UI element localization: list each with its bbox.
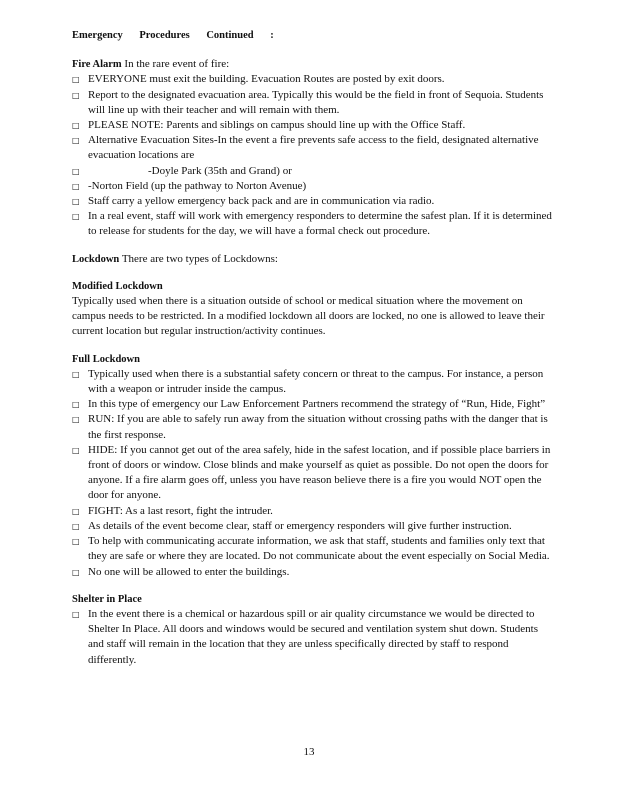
fire-alarm-heading-line [72,57,552,72]
list-item [72,194,552,209]
shelter-in-place-section [72,592,552,668]
list-item-text: FIGHT: As a last resort, fight the intruder. [88,504,273,517]
fire-alarm-section [72,57,552,239]
fire-alarm-list [72,72,552,239]
list-item-text: In the event there is a chemical or hazardous spill or air quality circumstance we would be directed to Shelter In Place. All doors and windows would be secured and ventilation system shut down. Students and staff will remain in the location that they are unless specifically directed by staff to respond differently. [88,607,539,666]
lockdown-intro: There are two types of Lockdowns: [119,252,278,265]
list-item [72,179,552,194]
bullet-icon: □ [72,506,80,516]
list-item-text: In this type of emergency our Law Enforcement Partners recommend the strategy of “Run, Hide, Fight” [88,398,546,411]
lockdown-heading-line [72,252,552,267]
list-item [72,504,552,519]
bullet-icon: □ [72,521,80,531]
bullet-icon: □ [72,400,80,410]
modified-lockdown-body: Typically used when there is a situation outside of school or medical situation where the movement on campus needs to be restricted. In a modified lockdown all doors are locked, no one is allowed to leave their current location but regular instruction/activity continues. [72,295,545,338]
bullet-icon: □ [72,212,80,222]
bullet-icon: □ [72,567,80,577]
page-title [72,28,552,43]
list-item [72,565,552,580]
title-word: Procedures [139,30,190,41]
list-item-text: Alternative Evacuation Sites-In the event a fire prevents safe access to the field, designated alternative evacuation locations are [88,134,539,162]
modified-lockdown-section [72,279,552,340]
list-item-text: As details of the event become clear, staff or emergency responders will give further instruction. [88,519,512,532]
title-word: Emergency [72,30,123,41]
list-item-text: EVERYONE must exit the building. Evacuation Routes are posted by exit doors. [88,73,445,86]
document-page [72,28,552,668]
page-number: 13 [303,746,315,758]
list-item-text: -Doyle Park (35th and Grand) or [148,164,292,177]
lockdown-section [72,252,552,267]
list-item [72,88,552,118]
list-item-text: -Norton Field (up the pathway to Norton Avenue) [88,179,307,192]
bullet-icon: □ [72,197,80,207]
list-item [72,443,552,504]
list-item-text: No one will be allowed to enter the buildings. [88,565,290,578]
title-word: Continued [206,30,254,41]
fire-alarm-intro: In the rare event of fire: [121,58,230,71]
bullet-icon: □ [72,369,80,379]
bullet-icon: □ [72,75,80,85]
lockdown-heading: Lockdown [72,253,120,265]
list-item [72,607,552,668]
shelter-list [72,607,552,668]
list-item-text: Typically used when there is a substantial safety concern or threat to the campus. For instance, a person with a weapon or intruder inside the campus. [88,367,544,396]
bullet-icon: □ [72,121,80,131]
bullet-icon: □ [72,415,80,425]
bullet-icon: □ [72,445,80,455]
list-item-text: Report to the designated evacuation area. Typically this would be the field in front of Sequoia. Students will line up with their teacher and will remain with them. [88,88,544,116]
list-item [72,118,552,133]
list-item [72,72,552,87]
list-item [72,209,552,239]
full-lockdown-list [72,367,552,580]
full-lockdown-heading: Full Lockdown [72,353,140,365]
list-item-text: In a real event, staff will work with emergency responders to determine the safest plan. If it is determined to release for students for the day, we will have a formal check out procedure. [88,210,552,238]
list-item-text: HIDE: If you cannot get out of the area safely, hide in the safest location, and if possible place barriers in front of doors or window. Close blinds and make yourself as quiet as possible. Do not open the doors for anyone. If a fire alarm goes off, unless you have reason believe there is a fire you would NOT open the door for anyone. [88,443,551,502]
bullet-icon: □ [72,537,80,547]
list-item-text: RUN: If you are able to safely run away from the situation without crossing paths with the danger that is the first response. [88,413,548,441]
fire-alarm-heading: Fire Alarm [72,59,122,71]
bullet-icon: □ [72,136,80,146]
full-lockdown-section [72,352,552,580]
shelter-in-place-heading: Shelter in Place [72,593,142,605]
modified-lockdown-heading: Modified Lockdown [72,280,163,292]
bullet-icon: □ [72,166,80,176]
list-item [72,133,552,163]
bullet-icon: □ [72,90,80,100]
list-item [72,519,552,534]
list-item [72,412,552,442]
title-word: : [270,30,274,41]
list-item [72,534,552,564]
list-item [72,397,552,412]
list-item [72,367,552,397]
bullet-icon: □ [72,181,80,191]
list-item-text: Staff carry a yellow emergency back pack and are in communication via radio. [88,195,435,208]
list-item-text: PLEASE NOTE: Parents and siblings on campus should line up with the Office Staff. [88,119,466,132]
bullet-icon: □ [72,609,80,619]
list-item [72,164,552,179]
list-item-text: To help with communicating accurate information, we ask that staff, students and families only text that they are safe or where they are located. Do not communicate about the event especially on Social Media. [88,535,550,563]
